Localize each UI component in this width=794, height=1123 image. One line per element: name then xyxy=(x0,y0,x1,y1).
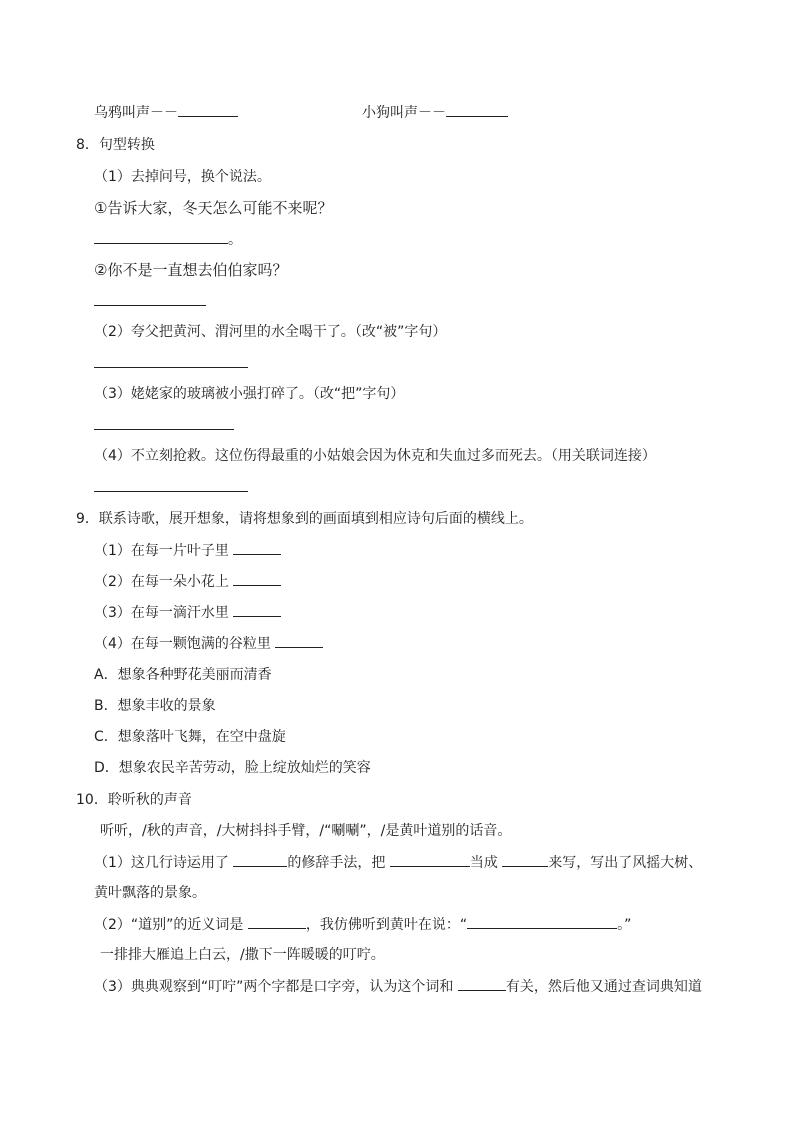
q8-part2-answer-line xyxy=(94,353,248,374)
q10-object-blank[interactable] xyxy=(502,852,548,867)
q9-option[interactable]: C．想象落叶飞舞，在空中盘旋 xyxy=(94,729,286,745)
q10-poem-1: 听听，/秋的声音，/大树抖抖手臂，/“唰唰”，/是黄叶道别的话音。 xyxy=(100,823,512,839)
q10-part3-blank[interactable] xyxy=(458,976,506,991)
q10-part1-text-a: （1）这几行诗运用了 xyxy=(94,855,229,871)
q9-item xyxy=(94,602,281,623)
q10-synonym-blank[interactable] xyxy=(248,914,306,929)
q10-rhetoric-blank[interactable] xyxy=(233,852,287,867)
q9-item-blank[interactable] xyxy=(233,540,281,555)
q9-option[interactable]: A．想象各种野花美丽而清香 xyxy=(94,667,272,683)
q8-part1b-blank[interactable] xyxy=(94,291,206,306)
q8-part3-answer-line xyxy=(94,415,234,436)
crow-sound-blank[interactable] xyxy=(178,102,238,117)
q10-part2-text-a: （2）“道别”的近义词是 xyxy=(94,917,244,933)
dog-sound-line xyxy=(362,102,508,123)
q9-option[interactable]: B．想象丰收的景象 xyxy=(94,698,216,714)
q8-part4-answer-line xyxy=(94,477,248,498)
q8-part1: （1）去掉问号，换个说法。 xyxy=(94,169,271,185)
q9-item-text: （3）在每一滴汗水里 xyxy=(94,605,229,621)
q10-quote-blank[interactable] xyxy=(467,914,617,929)
q9-item-text: （1）在每一片叶子里 xyxy=(94,543,229,559)
q9-item-blank[interactable] xyxy=(233,602,281,617)
q9-item-blank[interactable] xyxy=(233,571,281,586)
q8-part1a-answer-line xyxy=(94,229,242,250)
q9-title: 9．联系诗歌，展开想象，请将想象到的画面填到相应诗句后面的横线上。 xyxy=(76,511,533,527)
q8-part2-blank[interactable] xyxy=(94,353,248,368)
q10-part1-text-c: 当成 xyxy=(469,855,498,871)
q8-part1b-answer-line xyxy=(94,291,206,312)
q9-item-text: （2）在每一朵小花上 xyxy=(94,574,229,590)
q10-part2-text-c: 。” xyxy=(617,917,632,933)
q9-item xyxy=(94,571,281,592)
q8-title: 8．句型转换 xyxy=(76,137,155,153)
q10-part1-continued: 黄叶飘落的景象。 xyxy=(94,885,206,901)
q9-item-blank[interactable] xyxy=(275,633,323,648)
q8-part4-blank[interactable] xyxy=(94,477,248,492)
q9-item xyxy=(94,540,281,561)
q8-part1a: ①告诉大家，冬天怎么可能不来呢？ xyxy=(94,199,333,217)
q10-part1-text-d: 来写，写出了风摇大树、 xyxy=(548,855,703,871)
crow-sound-line xyxy=(94,102,238,123)
q8-part1b: ②你不是一直想去伯伯家吗？ xyxy=(94,261,288,279)
q8-part3: （3）姥姥家的玻璃被小强打碎了。（改“把”字句） xyxy=(94,386,405,402)
q10-poem-2: 一排排大雁追上白云，/撒下一阵暖暖的叮咛。 xyxy=(100,947,385,963)
q8-part1a-period: 。 xyxy=(228,232,242,248)
q10-part3-line xyxy=(94,976,702,997)
q9-option[interactable]: D．想象农民辛苦劳动，脸上绽放灿烂的笑容 xyxy=(94,760,371,776)
q10-part3-text-b: 有关，然后他又通过查词典知道 xyxy=(505,979,702,995)
q10-title: 10．聆听秋的声音 xyxy=(76,792,192,808)
q10-part1-line xyxy=(94,852,702,873)
q10-part2-line xyxy=(94,914,631,935)
q10-part1-text-b: 的修辞手法，把 xyxy=(287,855,386,871)
crow-sound-label: 乌鸦叫声－－ xyxy=(94,105,178,121)
q8-part3-blank[interactable] xyxy=(94,415,234,430)
q8-part1a-blank[interactable] xyxy=(94,229,228,244)
dog-sound-blank[interactable] xyxy=(446,102,508,117)
q8-part2: （2）夸父把黄河、渭河里的水全喝干了。（改“被”字句） xyxy=(94,324,447,340)
q10-subject-blank[interactable] xyxy=(390,852,470,867)
q10-part2-text-b: ，我仿佛听到黄叶在说：“ xyxy=(305,917,468,933)
q10-part3-text-a: （3）典典观察到“叮咛”两个字都是口字旁，认为这个词和 xyxy=(94,979,454,995)
dog-sound-label: 小狗叫声－－ xyxy=(362,105,446,121)
q9-item xyxy=(94,633,323,654)
q8-part4: （4）不立刻抢救。这位伤得最重的小姑娘会因为休克和失血过多而死去。（用关联词连接） xyxy=(94,448,656,464)
q9-item-text: （4）在每一颗饱满的谷粒里 xyxy=(94,636,271,652)
